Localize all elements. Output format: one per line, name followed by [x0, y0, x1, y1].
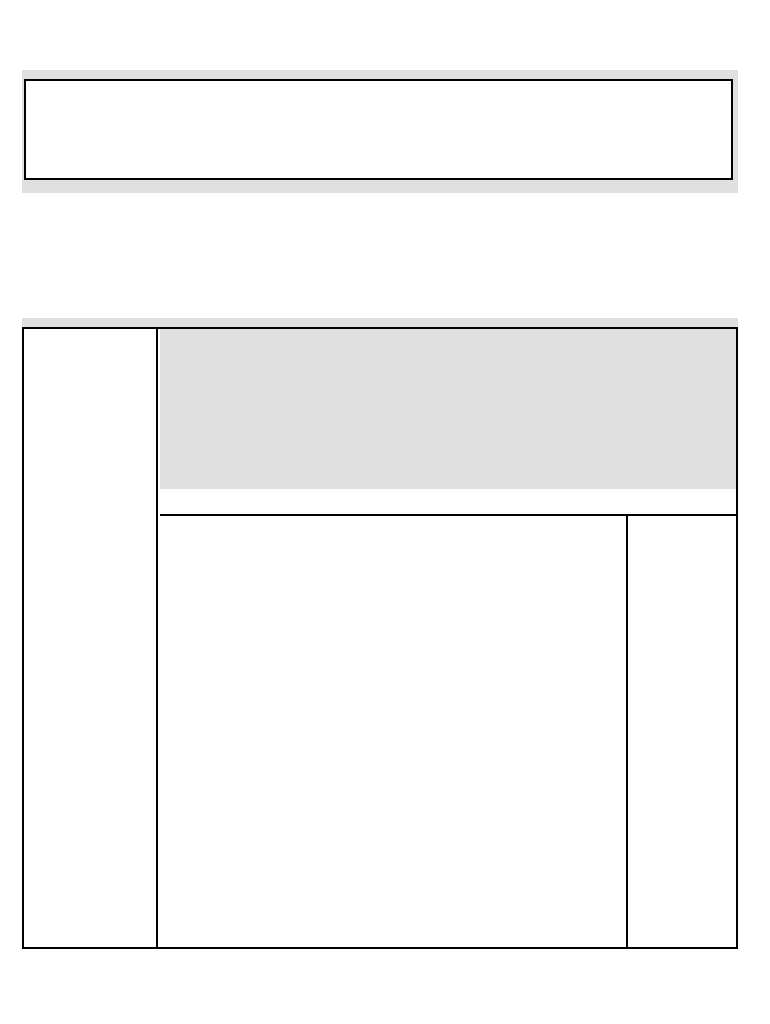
- expense-table: [22, 327, 738, 949]
- category-description: [160, 329, 736, 489]
- amount-column-divider: [626, 515, 628, 947]
- rows-top-border: [160, 514, 736, 516]
- instructions-box: [24, 79, 733, 180]
- page-label: [24, 329, 158, 947]
